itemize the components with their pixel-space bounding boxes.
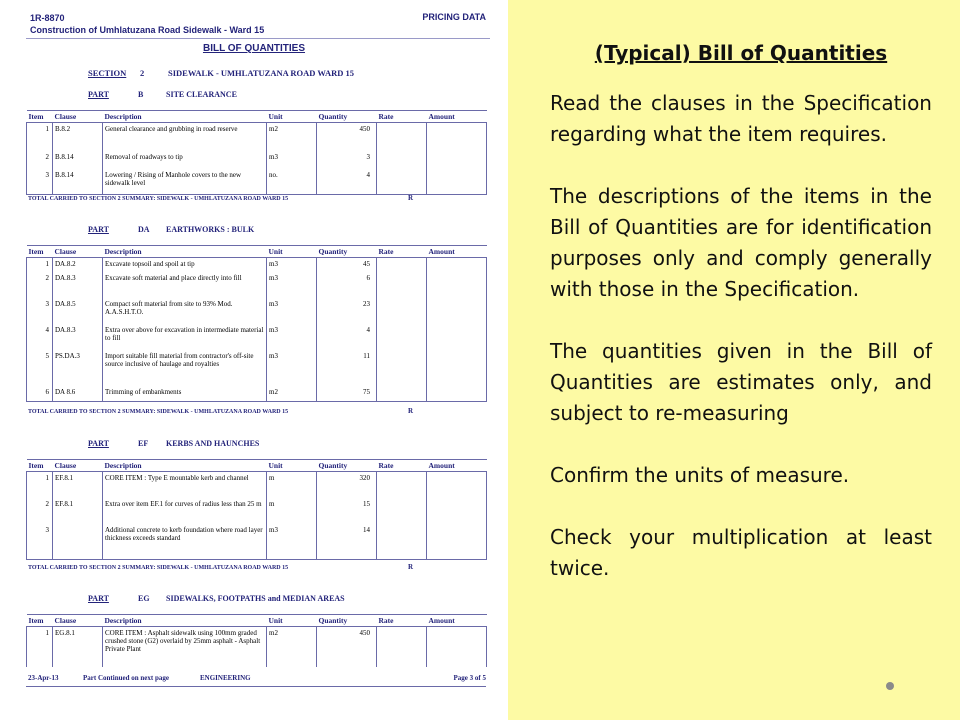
item-number: 6 bbox=[27, 386, 53, 402]
clause: DA.8.3 bbox=[53, 272, 103, 298]
quantity: 14 bbox=[317, 524, 377, 560]
table-header-row bbox=[27, 246, 487, 258]
quantity: 450 bbox=[317, 123, 377, 151]
clause: PS.DA.3 bbox=[53, 350, 103, 386]
unit: m3 bbox=[267, 298, 317, 324]
unit: m3 bbox=[267, 272, 317, 298]
part-code: EF bbox=[138, 439, 149, 448]
clause: DA.8.2 bbox=[53, 258, 103, 272]
col-amount: Amount bbox=[427, 615, 487, 627]
description: Compact soft material from site to 93% Mod. A.A.S.H.T.O. bbox=[103, 298, 267, 324]
col-quantity: Quantity bbox=[317, 615, 377, 627]
quantity: 45 bbox=[317, 258, 377, 272]
note-paragraph: Read the clauses in the Specification regarding what the item requires. bbox=[550, 91, 932, 146]
col-unit: Unit bbox=[267, 111, 317, 123]
item-number: 3 bbox=[27, 169, 53, 195]
col-description: Description bbox=[103, 460, 267, 472]
table-header-row bbox=[27, 111, 487, 123]
item-number: 3 bbox=[27, 524, 53, 560]
part-heading bbox=[88, 90, 237, 99]
table-header-row bbox=[27, 615, 487, 627]
amount bbox=[427, 298, 487, 324]
rate bbox=[377, 298, 427, 324]
col-quantity: Quantity bbox=[317, 111, 377, 123]
clause: EF.8.1 bbox=[53, 472, 103, 498]
col-description: Description bbox=[103, 615, 267, 627]
unit: no. bbox=[267, 169, 317, 195]
description: Removal of roadways to tip bbox=[103, 151, 267, 169]
clause: B.8.14 bbox=[53, 151, 103, 169]
col-rate: Rate bbox=[377, 615, 427, 627]
table-row bbox=[27, 498, 487, 524]
total-currency: R bbox=[408, 563, 414, 571]
part-label: PART bbox=[88, 90, 109, 99]
quantity: 11 bbox=[317, 350, 377, 386]
boq-table bbox=[26, 614, 487, 667]
clause: EF.8.1 bbox=[53, 498, 103, 524]
description: CORE ITEM : Type E mountable kerb and channel bbox=[103, 472, 267, 498]
pricing-data-label: PRICING DATA bbox=[422, 12, 486, 22]
part-heading bbox=[88, 439, 259, 448]
clause: B.8.14 bbox=[53, 169, 103, 195]
item-number: 4 bbox=[27, 324, 53, 350]
table-row bbox=[27, 123, 487, 151]
amount bbox=[427, 169, 487, 195]
footer-department: ENGINEERING bbox=[200, 674, 251, 682]
clause: DA.8.5 bbox=[53, 298, 103, 324]
total-carried-text: TOTAL CARRIED TO SECTION 2 SUMMARY: SIDEWALK - UMHLATUZANA ROAD WARD 15 bbox=[28, 196, 289, 202]
part-label: PART bbox=[88, 594, 109, 603]
quantity: 450 bbox=[317, 627, 377, 667]
quantity: 4 bbox=[317, 169, 377, 195]
clause: EG.8.1 bbox=[53, 627, 103, 667]
col-clause: Clause bbox=[53, 460, 103, 472]
item-number: 3 bbox=[27, 298, 53, 324]
header-divider bbox=[26, 38, 490, 39]
amount bbox=[427, 386, 487, 402]
section-heading bbox=[88, 68, 354, 78]
rate bbox=[377, 151, 427, 169]
part-code: EG bbox=[138, 594, 150, 603]
amount bbox=[427, 258, 487, 272]
quantity: 75 bbox=[317, 386, 377, 402]
description: CORE ITEM : Asphalt sidewalk using 100mm graded crushed stone (G2) overlaid by 25mm asphalt - Asphalt Private Plant bbox=[103, 627, 267, 667]
table-row bbox=[27, 258, 487, 272]
part-name: EARTHWORKS : BULK bbox=[166, 225, 255, 234]
part-name: KERBS AND HAUNCHES bbox=[166, 439, 260, 448]
col-clause: Clause bbox=[53, 615, 103, 627]
unit: m bbox=[267, 472, 317, 498]
unit: m2 bbox=[267, 386, 317, 402]
col-amount: Amount bbox=[427, 460, 487, 472]
table-row bbox=[27, 151, 487, 169]
item-number: 1 bbox=[27, 627, 53, 667]
part-heading bbox=[88, 594, 345, 603]
table-row bbox=[27, 324, 487, 350]
rate bbox=[377, 524, 427, 560]
table-row bbox=[27, 627, 487, 667]
section-label: SECTION bbox=[88, 68, 127, 78]
rate bbox=[377, 324, 427, 350]
amount bbox=[427, 123, 487, 151]
col-description: Description bbox=[103, 246, 267, 258]
rate bbox=[377, 350, 427, 386]
amount bbox=[427, 350, 487, 386]
item-number: 5 bbox=[27, 350, 53, 386]
total-currency: R bbox=[408, 194, 414, 202]
part-label: PART bbox=[88, 439, 109, 448]
slide-dot-icon bbox=[886, 682, 894, 690]
description: Excavate topsoil and spoil at tip bbox=[103, 258, 267, 272]
description: Excavate soft material and place directly into fill bbox=[103, 272, 267, 298]
quantity: 15 bbox=[317, 498, 377, 524]
amount bbox=[427, 627, 487, 667]
rate bbox=[377, 627, 427, 667]
note-paragraph: Confirm the units of measure. bbox=[550, 463, 850, 487]
boq-table bbox=[26, 245, 487, 402]
footer-page-number: Page 3 of 5 bbox=[453, 674, 486, 682]
table-row bbox=[27, 350, 487, 386]
total-carried-text: TOTAL CARRIED TO SECTION 2 SUMMARY: SIDEWALK - UMHLATUZANA ROAD WARD 15 bbox=[28, 565, 289, 571]
table-row bbox=[27, 169, 487, 195]
unit: m2 bbox=[267, 123, 317, 151]
rate bbox=[377, 258, 427, 272]
table-header-row bbox=[27, 460, 487, 472]
col-clause: Clause bbox=[53, 246, 103, 258]
col-item: Item bbox=[27, 111, 53, 123]
col-quantity: Quantity bbox=[317, 246, 377, 258]
part-code: DA bbox=[138, 225, 150, 234]
col-amount: Amount bbox=[427, 111, 487, 123]
table-row bbox=[27, 524, 487, 560]
quantity: 3 bbox=[317, 151, 377, 169]
project-name: Construction of Umhlatuzana Road Sidewalk - Ward 15 bbox=[30, 25, 265, 35]
unit: m3 bbox=[267, 151, 317, 169]
rate bbox=[377, 272, 427, 298]
section-number: 2 bbox=[140, 68, 145, 78]
quantity: 320 bbox=[317, 472, 377, 498]
note-paragraph: The quantities given in the Bill of Quantities are estimates only, and subject to re-measuring bbox=[550, 339, 932, 425]
contract-ref: 1R-8870 bbox=[30, 13, 65, 23]
item-number: 2 bbox=[27, 498, 53, 524]
description: Extra over item EF.1 for curves of radius less than 25 m bbox=[103, 498, 267, 524]
notes-title: (Typical) Bill of Quantities bbox=[594, 41, 888, 65]
col-item: Item bbox=[27, 460, 53, 472]
item-number: 2 bbox=[27, 272, 53, 298]
unit: m3 bbox=[267, 524, 317, 560]
table-row bbox=[27, 386, 487, 402]
description: Extra over above for excavation in intermediate material to fill bbox=[103, 324, 267, 350]
amount bbox=[427, 524, 487, 560]
col-clause: Clause bbox=[53, 111, 103, 123]
part-code: B bbox=[138, 90, 144, 99]
part-label: PART bbox=[88, 225, 109, 234]
notes-panel bbox=[550, 38, 932, 615]
footer-divider bbox=[26, 686, 486, 687]
amount bbox=[427, 498, 487, 524]
unit: m3 bbox=[267, 258, 317, 272]
document-header bbox=[30, 12, 264, 36]
boq-table bbox=[26, 459, 487, 560]
total-carried-text: TOTAL CARRIED TO SECTION 2 SUMMARY: SIDEWALK - UMHLATUZANA ROAD WARD 15 bbox=[28, 409, 289, 415]
quantity: 6 bbox=[317, 272, 377, 298]
part-name: SITE CLEARANCE bbox=[166, 90, 237, 99]
clause: B.8.2 bbox=[53, 123, 103, 151]
col-rate: Rate bbox=[377, 246, 427, 258]
col-unit: Unit bbox=[267, 615, 317, 627]
total-currency: R bbox=[408, 407, 414, 415]
quantity: 4 bbox=[317, 324, 377, 350]
table-row bbox=[27, 472, 487, 498]
rate bbox=[377, 169, 427, 195]
col-unit: Unit bbox=[267, 246, 317, 258]
description: General clearance and grubbing in road reserve bbox=[103, 123, 267, 151]
item-number: 1 bbox=[27, 123, 53, 151]
rate bbox=[377, 472, 427, 498]
col-amount: Amount bbox=[427, 246, 487, 258]
section-name: SIDEWALK - UMHLATUZANA ROAD WARD 15 bbox=[168, 68, 354, 78]
rate bbox=[377, 123, 427, 151]
table-row bbox=[27, 272, 487, 298]
col-quantity: Quantity bbox=[317, 460, 377, 472]
boq-title: BILL OF QUANTITIES bbox=[202, 43, 306, 54]
unit: m bbox=[267, 498, 317, 524]
item-number: 1 bbox=[27, 472, 53, 498]
clause: DA 8.6 bbox=[53, 386, 103, 402]
rate bbox=[377, 498, 427, 524]
note-paragraph: Check your multiplication at least twice. bbox=[550, 525, 932, 580]
description: Trimming of embankments bbox=[103, 386, 267, 402]
rate bbox=[377, 386, 427, 402]
description: Import suitable fill material from contractor's off-site source inclusive of haulage and royalties bbox=[103, 350, 267, 386]
unit: m2 bbox=[267, 627, 317, 667]
amount bbox=[427, 472, 487, 498]
quantity: 23 bbox=[317, 298, 377, 324]
col-rate: Rate bbox=[377, 111, 427, 123]
table-row bbox=[27, 298, 487, 324]
footer-continued: Part Continued on next page bbox=[83, 674, 169, 682]
part-heading bbox=[88, 225, 254, 234]
description: Lowering / Rising of Manhole covers to the new sidewalk level bbox=[103, 169, 267, 195]
footer-date: 23-Apr-13 bbox=[28, 674, 59, 682]
col-item: Item bbox=[27, 246, 53, 258]
part-name: SIDEWALKS, FOOTPATHS and MEDIAN AREAS bbox=[166, 594, 345, 603]
amount bbox=[427, 324, 487, 350]
clause bbox=[53, 524, 103, 560]
amount bbox=[427, 272, 487, 298]
unit: m3 bbox=[267, 324, 317, 350]
col-unit: Unit bbox=[267, 460, 317, 472]
item-number: 1 bbox=[27, 258, 53, 272]
col-item: Item bbox=[27, 615, 53, 627]
clause: DA.8.3 bbox=[53, 324, 103, 350]
note-paragraph: The descriptions of the items in the Bill of Quantities are for identification purposes only and comply generally with those in the Specification. bbox=[550, 184, 932, 301]
unit: m3 bbox=[267, 350, 317, 386]
boq-table bbox=[26, 110, 487, 195]
col-rate: Rate bbox=[377, 460, 427, 472]
item-number: 2 bbox=[27, 151, 53, 169]
amount bbox=[427, 151, 487, 169]
col-description: Description bbox=[103, 111, 267, 123]
description: Additional concrete to kerb foundation where road layer thickness exceeds standard bbox=[103, 524, 267, 560]
